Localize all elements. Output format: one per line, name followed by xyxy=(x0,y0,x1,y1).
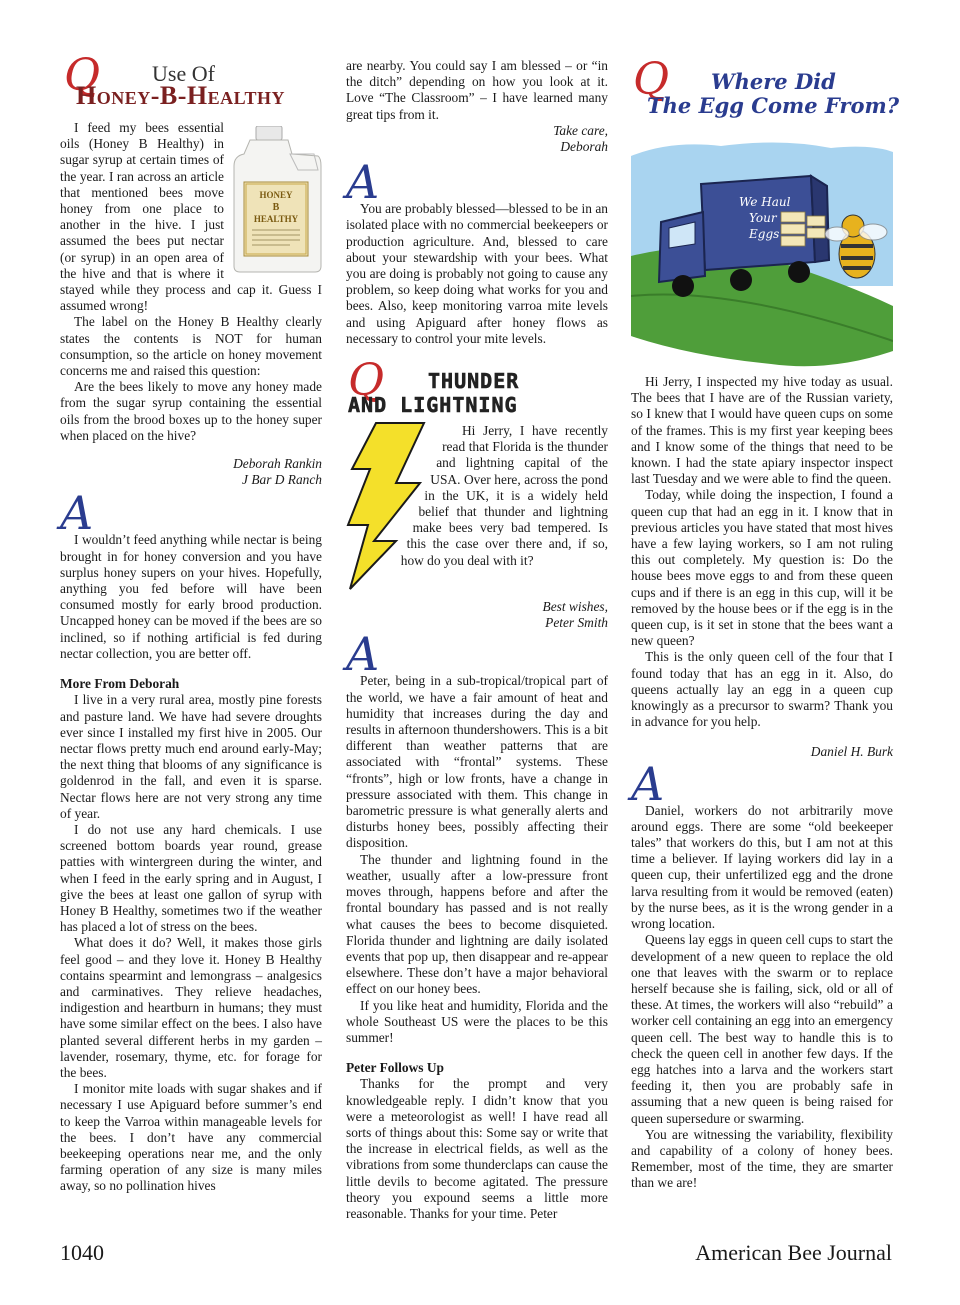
column-1 xyxy=(60,50,322,1195)
answer-paragraph-3: The thunder and lightning found in the weather, usually after a low-pressure front moves through, happens before and after the frontal boundary has passed and is not really what causes the bees to become disquieted. Florida thunder and lightning are daily isolated events that pop up, then disappear and re-appear elsewhere. These don’t have a major behavioral effect on our honey bees. xyxy=(346,851,608,997)
title-line-1: Where Did xyxy=(711,69,836,94)
followup-paragraph: Thanks for the prompt and very knowledgeable reply. I didn’t know that you were a meteorologist as well! I have read all sorts of things about this: Some say or write that the increase in electrical fields, as well as the vibrations from some thunderclaps can cause the little devils to become agitated. The pressure theory you expound seems a little more reasonable. Thanks for your time. Peter xyxy=(346,1076,608,1221)
answer-paragraph-2: Peter, being in a sub-tropical/tropical part of the world, we have a fair amount of heat and humidity that increases during the day and results in afternoon thundershowers. This is a bit different than weather patterns that are associated with “frontal” systems. These “fronts”, high or low fronts, have a change in pressure associated with them. This change in barometric pressure is what generally alerts and disturbs honey bees, possibly affecting their disposition. xyxy=(346,673,608,851)
answer-paragraph-1: I wouldn’t feed anything while nectar is being brought in for honey conversion and you have surplus honey supers on your hives. Hopefully, anything you fed before will have been consumed mostly for early brood production. Uncapped honey can be moved if the bees are so inclined, so if nothing artificial is fed during nectar collection, you are better off. xyxy=(60,532,322,661)
answer-paragraph-3: You are witnessing the variability, flexibility and capability of a colony of honey bees. Remember, most of the time, they are smarter than we are! xyxy=(631,1126,893,1191)
q-mark: Q xyxy=(64,50,101,101)
bottle-label-line-3: HEALTHY xyxy=(253,214,299,224)
followup-paragraph-4: I monitor mite loads with sugar shakes and if necessary I use Apiguard before summer’s end to keep the Varroa within manageable levels for the bees. I don’t have any commercial beekeeping operations near me, and the only farming operation of any size is many miles away, so no pollination hives xyxy=(60,1081,322,1194)
question-paragraph-2: The label on the Honey B Healthy clearly states the contents is NOT for human consumption, so the article on honey movement concerns me and raised this question: xyxy=(60,314,322,379)
signature-daniel: Daniel H. Burk xyxy=(810,744,893,760)
signoff-take-care: Take care, xyxy=(553,122,608,138)
signoff-peter-smith: Peter Smith xyxy=(545,615,608,631)
continued-paragraph: are nearby. You could say I am blessed – or “in the ditch” depending on how you look at it. Love “The Classroom” – I have learned many great tips from it. xyxy=(346,58,608,122)
q-header-honey-b-healthy xyxy=(60,50,322,120)
q-mark: Q xyxy=(348,355,385,407)
column-2 xyxy=(346,58,608,1222)
a-mark: A xyxy=(631,756,665,811)
question-paragraph-2: Today, while doing the inspection, I found a queen cup that had an egg in it. I know that in previous articles you have stated that most hives have a few laying workers, so I am not ruling this out completely. My question is: Do the house bees move eggs to and from these queen cups and if there is an egg in this cup, will it be removed by the house bees or if the egg is in the queen cup, is it set in stone that the bees want a new queen? xyxy=(631,487,893,649)
page-number: 1040 xyxy=(60,1240,104,1265)
answer-paragraph-1: Daniel, workers do not arbitrarily move around eggs. There are some “old beekeeper tales” that workers do this, but I am not at this time a believer. If laying workers did lay in a queen cup, their unfertilized egg and the drone larva resulting from it would be removed (eaten) by the nurse bees, as it is the wrong gender in a wrong location. xyxy=(631,802,893,932)
signature-ranch: J Bar D Ranch xyxy=(242,472,322,488)
q-mark: Q xyxy=(633,54,670,105)
a-mark: A xyxy=(346,155,380,210)
honey-b-healthy-bottle-image xyxy=(230,126,322,274)
q-header-egg xyxy=(631,54,899,128)
egg-truck-illustration xyxy=(631,136,893,374)
question-paragraph-3: This is the only queen cell of the four that I found today that has an egg in it. Also, do queens actually lay an egg in a queen cup knowingly as a precursor to swarm? Thank you in advance for you help. xyxy=(631,649,893,730)
a-mark-2: A xyxy=(346,627,380,682)
question-paragraph: Hi Jerry, I have recently read that Florida is the thunder and lightning capital of the USA. Over here, across the pond in the UK, it is a widely held belief that thunder and lightning make bees very bad tempered. Is this the case over there and, if so, how do you deal with it? xyxy=(400,423,608,568)
answer-paragraph-4: If you like heat and humidity, Florida and the whole Southeast US were the places to be this summer! xyxy=(346,997,608,1045)
truck-text-1: We Haul xyxy=(739,195,791,209)
journal-name: American Bee Journal xyxy=(695,1240,892,1265)
signature-name: Deborah Rankin xyxy=(233,456,322,472)
title-line-1: Use Of xyxy=(152,61,215,86)
answer-paragraph-2: Queens lay eggs in queen cell cups to start the development of a new queen to replace the old one that leaves with the swarm or to replace herself because she is failing, sick, old or all of these. At times, the workers will also “rebuild” a worker cell containing an egg into an emergency queen cell. The best way to handle this is to check the queen cell in another few days. If the egg hatches into a larva and the workers start feeding it, then you are probably safe in assuming that a new queen is being raised for queen supersedure or swarming. xyxy=(631,932,893,1126)
bottle-label-line-2: B xyxy=(272,202,280,213)
column-3 xyxy=(631,54,899,1192)
question-paragraph-1: Hi Jerry, I inspected my hive today as usual. The bees that I have are of the Russian variety, so I knew that I would have queen cups on some of the frames. This is my first year keeping bees and I know some of the things that need to be known. I had the state apiary inspector inspect last Tuesday and we were able to find the queen. xyxy=(631,374,893,487)
subheading-more-from-deborah: More From Deborah xyxy=(60,676,180,692)
subheading-peter-follows-up: Peter Follows Up xyxy=(346,1060,444,1076)
signoff-best-wishes: Best wishes, xyxy=(542,599,608,615)
truck-text-3: Eggs xyxy=(749,227,780,241)
a-mark: A xyxy=(60,486,94,541)
question-paragraph-1: I feed my bees essential oils (Honey B Healthy) in sugar syrup at certain times of the year. I ran across an article that mentioned bees move honey from one place to another in the hive. I just assumed the bees put nectar (or syrup) in an open area of the hive and that is where it stayed while they process and cap it. Guess I assumed wrong! xyxy=(60,120,322,314)
title-line-2: AND LIGHTNING xyxy=(348,393,518,418)
followup-paragraph-2: I do not use any hard chemicals. I use screened bottom boards year round, grease patties with wintergreen during the winter, and when I feed in the early spring and in August, I give the bees at least one gallon of syrup with Honey B Healthy, sometimes two if the weather has placed a lot of stress on the bees. xyxy=(60,821,322,935)
question-paragraph-3: Are the bees likely to move any honey made from the sugar syrup containing the essential oils from the brood boxes up to the honey super when placed on the hive? xyxy=(60,379,322,443)
followup-paragraph-3: What does it do? Well, it makes those girls feel good – and they love it. Honey B Healthy contains spearmint and lemongrass – analgesics and carminatives. They relieve headaches, indigestion and heartburn in humans; they must have some similar effect on the bees. I also have planted several different herbs in my garden – lavender, rosemary, thyme, etc. for forage for the bees. xyxy=(60,935,322,1080)
truck-text-2: Your xyxy=(749,211,777,225)
signoff-deborah: Deborah xyxy=(560,139,608,155)
q-header-thunder-lightning xyxy=(346,355,608,423)
bottle-illustration xyxy=(230,126,322,274)
truck-cartoon-image xyxy=(631,136,893,374)
title-line-1: THUNDER xyxy=(428,369,520,394)
title-line-2: The Egg Come From? xyxy=(647,93,899,118)
followup-paragraph-1: I live in a very rural area, mostly pine forests and pasture land. We have had severe droughts ever since I installed my first hive in 2005. Our nectar flows pretty much end around early-May; the next thing that blooms of any significance is goldenrod in the fall, and even it is sparse. Nectar flows here are not very strong any time of year. xyxy=(60,692,322,821)
title-line-2: Honey-B-Healthy xyxy=(76,81,285,110)
answer-paragraph-1: You are probably blessed—blessed to be in an isolated place with no commercial beekeepers or production agriculture. And, blessed to care about your stewardship with your bees. What you are doing is probably not going to cause any problem, so keep doing what works for you and bees. Also, keep monitoring varroa mite levels and using Apiguard after honey flows as necessary to control your mite levels. xyxy=(346,201,608,346)
bottle-label-line-1: HONEY xyxy=(259,190,293,200)
